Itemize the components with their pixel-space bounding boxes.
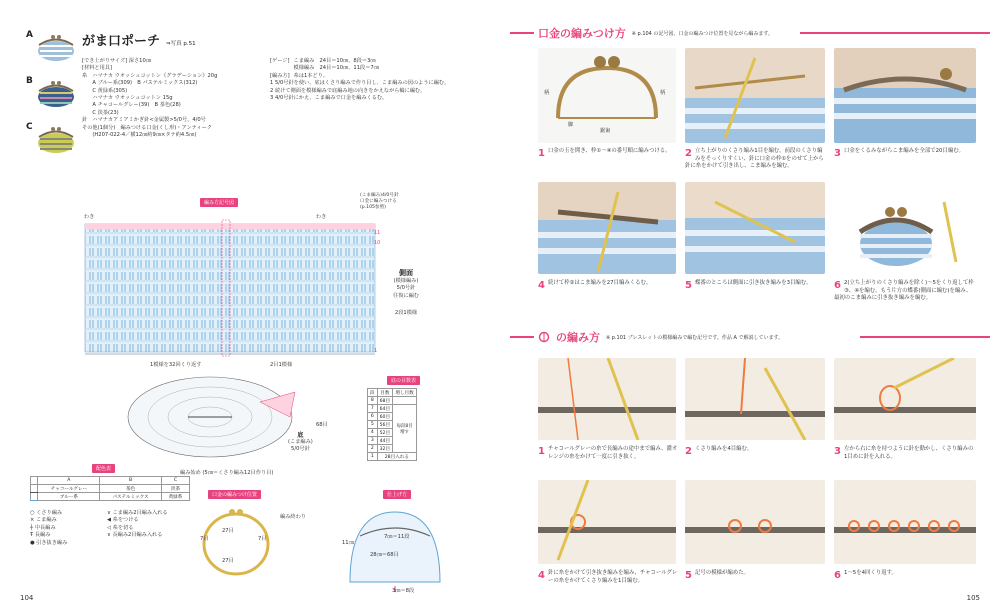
step-caption — [538, 446, 678, 461]
section1-note: ※ p.104 の記号図、口金の編みつけ位置を見ながら編みます。 — [631, 30, 773, 37]
variant-label: A — [26, 30, 33, 40]
gauge-title: [ゲージ] — [270, 58, 290, 64]
base-title: 底 — [297, 432, 304, 439]
symbol-item: ┼ 中長編み — [30, 524, 56, 531]
spec-line: [材料と用具] — [82, 65, 112, 72]
crochet-photo-icon — [685, 182, 825, 274]
color-cell: パステルミックス — [100, 493, 162, 501]
base-chart — [120, 372, 320, 472]
step-number: 4 — [538, 280, 545, 291]
chain-photo-icon — [834, 480, 976, 564]
base-label-block — [288, 430, 313, 454]
row-count: 56目 — [377, 421, 392, 429]
chart-row-1: 1 — [374, 348, 378, 354]
section2-header — [538, 328, 783, 346]
table-row — [368, 397, 417, 405]
step-text: 立ち上がりのくさり編み1目を編む。前段のくさり編みをそっくりすくい、針に口金の枠①をのせて上から針に糸をかけて引き出し、こま編みを編む。 — [685, 148, 824, 169]
spec-line: C 淡茶(23) — [82, 109, 119, 116]
row-no: 3 — [368, 437, 378, 445]
color-header: A — [38, 477, 100, 485]
finish-label: 3㎝＝8段 — [392, 588, 415, 594]
side-pattern: (模様編み) — [393, 278, 419, 284]
step-text: 口金の玉を開き、枠①～④の番号順に編みつける。 — [547, 148, 671, 154]
crochet-photo-icon — [834, 48, 976, 143]
step-number: 1 — [538, 446, 545, 457]
step-text: 2(立ち上がりのくさり編みを除く)～5をくり返して枠③、④を編む。もう片方の蝶番(側面に編む)を編み、最初のこま編みに引き抜き編みを編む。 — [834, 280, 974, 301]
step-number: 5 — [685, 280, 692, 291]
variant-label: C — [26, 122, 33, 132]
page-number: 105 — [966, 594, 980, 602]
step4-photo — [538, 182, 676, 274]
step-caption — [834, 446, 976, 461]
frame-label: 7目 — [258, 536, 267, 542]
symbol-item: ∨ 長編み2目編み入れる — [107, 532, 163, 539]
base-pattern: (こま編み) — [288, 439, 313, 445]
photo-ref: ⇒写真 p.51 — [166, 41, 196, 47]
step2-4-photo — [538, 480, 676, 564]
symbol-item: Ŧ 長編み — [30, 532, 51, 539]
section2-rule — [510, 336, 534, 338]
spec-line: その他(1個分) 編みつける口金(くし形)・アンティーク — [82, 124, 212, 131]
row-inc-merged: 毎段8目増す — [393, 405, 417, 453]
row-count: 44目 — [377, 437, 392, 445]
finish-label: 11㎝ — [342, 540, 354, 546]
purse-b-icon — [36, 78, 76, 108]
count-table — [367, 388, 417, 461]
row-no: 6 — [368, 413, 378, 421]
step1-photo — [538, 48, 676, 143]
step2-2-photo — [685, 358, 825, 440]
row-count: 52目 — [377, 429, 392, 437]
two-rep: 2目1模様 — [270, 362, 293, 368]
step-caption — [538, 148, 678, 159]
finish-diagram — [340, 502, 450, 594]
section1-title: 口金の編みつけ方 — [538, 27, 626, 40]
swatch-blue — [31, 493, 38, 501]
swatch-charcoal — [31, 485, 38, 493]
color-cell: ブルー系 — [38, 493, 100, 501]
spec-line: 針 ハマナカアミアミかぎ針<金属製>5/0号、4/0号 — [82, 117, 206, 124]
row-count: 28目入れる — [377, 453, 416, 461]
step-caption — [538, 570, 678, 585]
method-step: 3 4/0号針にかえ、こま編みで口金を編みくるむ。 — [270, 95, 388, 102]
side-note: 往復に編む — [393, 292, 419, 299]
crochet-photo-icon — [685, 48, 825, 143]
spec-line: (H207-022-4／横12㎝約9㎝×タテ約4.5㎝) — [82, 132, 197, 139]
step-text: チャコールグレーの糸で長編みの途中まで編み、濃オレンジの糸をかけて一度に引き抜く。 — [547, 446, 678, 460]
color-table-title: 配色表 — [92, 464, 115, 473]
page-title: がま口ポーチ — [82, 34, 161, 49]
symbol-item: × こま編み — [30, 517, 57, 524]
variant-column — [26, 30, 78, 170]
step-caption — [834, 148, 976, 159]
spec-line: 糸 ハマナカ ウオッシュコットン《グラデーション》20g — [82, 72, 218, 79]
chart-waki-right: わき — [316, 214, 327, 220]
step-text: 針に糸をかけて引き抜き編みを編み、チャコールグレーの糸をかけてくさり編みを1目編む。 — [547, 570, 678, 584]
count-header: 増し目数 — [393, 389, 417, 397]
frame-photo-label: 脚 — [568, 122, 574, 128]
section1-header — [538, 24, 773, 42]
table-row — [368, 453, 417, 461]
table-row — [31, 493, 190, 501]
table-row — [31, 485, 190, 493]
row-count: 60目 — [377, 413, 392, 421]
step-text: 口金をくるみながらこま編みを全部で20目編む。 — [843, 148, 965, 154]
step-caption — [685, 280, 827, 291]
gauge-line: こま編み 24目＝10㎝、8段＝3㎝ — [293, 58, 376, 64]
right-page — [500, 0, 1000, 612]
finished-purse-icon — [834, 182, 976, 274]
step-caption — [834, 280, 976, 303]
section1-rule — [510, 32, 534, 34]
step3-photo — [834, 48, 976, 143]
row-no: 7 — [368, 405, 378, 413]
side-label-block — [386, 268, 426, 318]
row-no: 5 — [368, 421, 378, 429]
symbol-item: ∨ こま編み2目編み入れる — [107, 510, 168, 516]
step2-6-photo — [834, 480, 976, 564]
step-number: 6 — [834, 280, 841, 291]
spec-line: A チャコールグレー(39) B 茶色(28) — [82, 102, 181, 109]
gauge-method-block — [270, 58, 470, 102]
spec-line: C 黄緑系(305) — [82, 87, 128, 94]
side-needle: 5/0号針 — [396, 285, 416, 292]
spec-line: A ブルー系(309) B パステルミックス(312) — [82, 80, 198, 87]
step2-3-photo — [834, 358, 976, 440]
step-text: 記号の模様が編めた。 — [694, 570, 749, 576]
finish-label: 7㎝＝11段 — [384, 534, 410, 540]
step-number: 5 — [685, 570, 692, 581]
step-caption — [538, 280, 678, 291]
step-caption — [685, 446, 827, 457]
frame-diagram — [196, 504, 286, 584]
row-count: 68目 — [377, 397, 392, 405]
base-needle: 5/0号針 — [291, 446, 310, 453]
section1-rule-right — [800, 32, 990, 34]
purse-c-icon — [36, 124, 76, 154]
step-text: 蝶番のところは側面に引き抜き編みを3目編む。 — [694, 280, 812, 286]
side-rep: 2段1模様 — [394, 310, 418, 317]
chain-photo-icon — [538, 358, 676, 440]
page-number: 104 — [20, 594, 34, 602]
chart-row-10: 10 — [374, 240, 381, 246]
crochet-photo-icon — [538, 182, 676, 274]
stitch-symbol-icon — [538, 331, 550, 343]
section2-rule-right — [860, 336, 990, 338]
spec-line: [でき上がりサイズ] 深さ10㎝ — [82, 58, 151, 64]
finish-title: 仕上げ方 — [383, 490, 411, 499]
frame-label: 編み終わり — [280, 514, 306, 520]
chart-mouth-note: (こま編み)4/0号針 口金に編みつける (p.105参照) — [360, 193, 399, 210]
side-label: 側面 — [399, 269, 413, 277]
method-title: [編み方] — [270, 72, 290, 79]
color-header: B — [100, 477, 162, 485]
count-header: 目数 — [377, 389, 392, 397]
title-block — [82, 30, 196, 49]
count-table-title: 底の目数表 — [387, 376, 420, 385]
section2-note: ※ p.101 ブレスレットの模様編みで編む記号です。作品 A で解説しています。 — [606, 334, 784, 341]
frame-title: 口金の編みつけ位置 — [208, 490, 261, 499]
step2-photo — [685, 48, 825, 143]
color-table — [30, 476, 190, 501]
color-header: C — [161, 477, 189, 485]
count-header: 段 — [368, 389, 378, 397]
purse-a-icon — [36, 32, 76, 62]
frame-photo-label: 柄 — [544, 90, 550, 96]
stitch-chart — [80, 210, 380, 360]
step-number: 6 — [834, 570, 841, 581]
row-no: 8 — [368, 397, 378, 405]
row-count: 32目 — [377, 445, 392, 453]
chart-waki-left: わき — [84, 214, 95, 220]
color-cell: 黄緑系 — [161, 493, 189, 501]
row-no: 2 — [368, 445, 378, 453]
chain-photo-icon — [538, 480, 676, 564]
step-number: 4 — [538, 570, 545, 581]
materials-list — [82, 58, 260, 139]
color-cell: チャコールグレー — [38, 485, 100, 493]
step-caption — [834, 570, 976, 581]
section2-title: の編み方 — [556, 331, 600, 344]
cast-on: 編み始め (5㎝＝くさり編み12目作り目) — [180, 470, 274, 476]
step-text: 左から右に糸を持つように針を動かし、くさり編みの1目めに針を入れる。 — [843, 446, 974, 460]
chain-photo-icon — [685, 480, 825, 564]
step-text: 続けて枠②はこま編みを27目編みくるむ。 — [547, 280, 652, 286]
symbol-item: ○ くさり編み — [30, 510, 63, 516]
chain-photo-icon — [685, 358, 825, 440]
symbol-item: ◀ 糸をつける — [107, 517, 139, 524]
frame-label: 27目 — [222, 558, 234, 564]
method-step: 2 続けて側面を模様編みで底編み地の向きをかえながら輪に編む。 — [270, 87, 426, 94]
step-text: くさり編みを4目編む。 — [694, 446, 753, 452]
step6-photo — [834, 182, 976, 274]
step-caption — [685, 148, 827, 171]
row-no: 4 — [368, 429, 378, 437]
step-caption — [685, 570, 827, 581]
chain-photo-icon — [834, 358, 976, 440]
step-text: 1～5を4回くり返す。 — [843, 570, 897, 576]
method-intro: 糸は1本どり。 — [293, 72, 329, 79]
symbol-item: ◁ 糸を切る — [107, 524, 134, 531]
row-inc — [393, 397, 417, 405]
step-number: 2 — [685, 446, 692, 457]
step-number: 1 — [538, 148, 545, 159]
row-no: 1 — [368, 453, 378, 461]
chart-row-11: 11 — [374, 230, 381, 236]
step-number: 3 — [834, 446, 841, 457]
frame-label: 7目 — [200, 536, 209, 542]
symbol-legend — [30, 510, 180, 547]
method-step: 1 5/0号針を使い、底はくさり編みで作り目し、こま編みの図のように編む。 — [270, 80, 450, 87]
step2-1-photo — [538, 358, 676, 440]
color-header — [31, 477, 38, 485]
row-count: 64目 — [377, 405, 392, 413]
variant-label: B — [26, 76, 33, 86]
base-rep: 1模様を32回くり返す — [150, 362, 202, 368]
step2-5-photo — [685, 480, 825, 564]
frame-photo-label: 柄 — [660, 90, 666, 96]
step-number: 3 — [834, 148, 841, 159]
step-number: 2 — [685, 148, 692, 159]
color-cell: 淡茶 — [161, 485, 189, 493]
table-row — [368, 405, 417, 413]
finish-label: 28㎝＝68目 — [370, 552, 399, 558]
base-stitches: 68目 — [316, 422, 328, 428]
frame-photo-label: 鋸歯 — [600, 128, 611, 134]
gauge-line: 模様編み 24目＝10㎝、11段＝7㎝ — [293, 65, 379, 72]
step5-photo — [685, 182, 825, 274]
frame-label: 27目 — [222, 528, 234, 534]
color-cell: 茶色 — [100, 485, 162, 493]
symbol-item: ● 引き抜き編み — [30, 539, 68, 546]
spec-line: ハマナカ ウオッシュコットン 15g — [82, 95, 173, 102]
chart-title: 編み方記号図 — [200, 198, 238, 207]
